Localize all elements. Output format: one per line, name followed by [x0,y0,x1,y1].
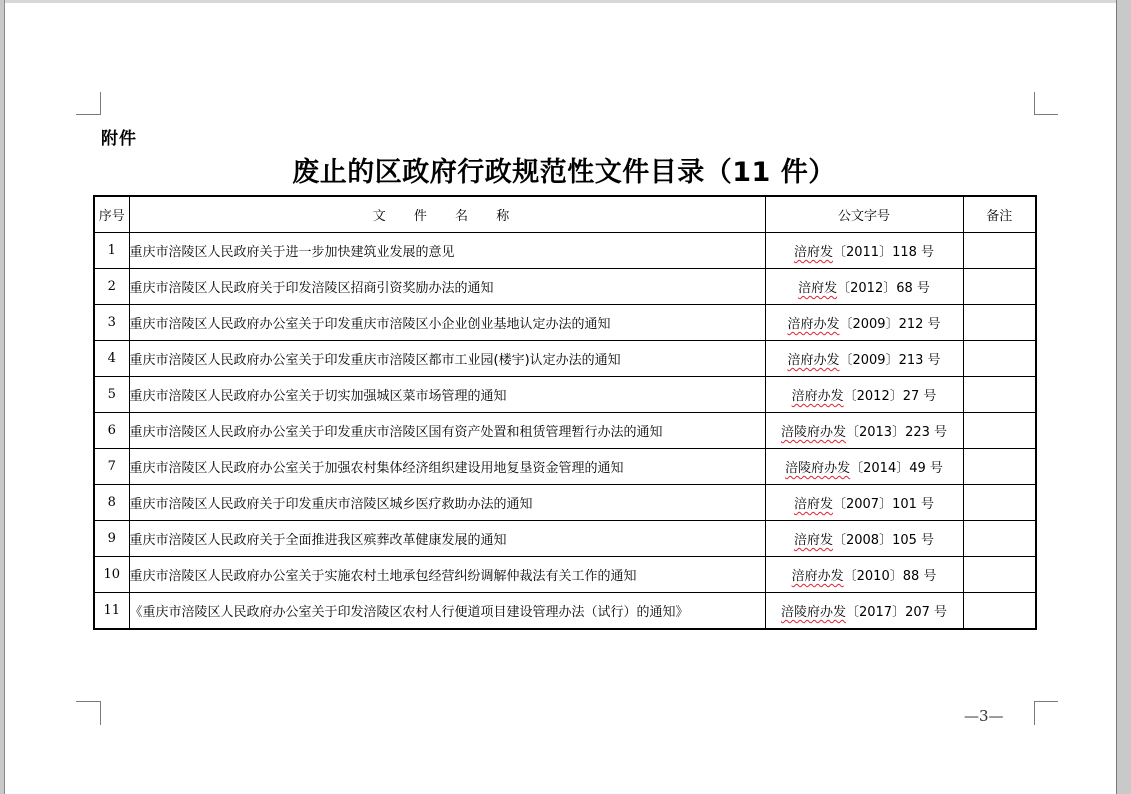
remark-cell [963,485,1036,521]
document-code-prefix: 涪府办发 [787,317,840,332]
table-header-row [94,196,1036,233]
row-number: 9 [94,521,129,557]
table-row [94,449,1036,485]
document-code [765,449,963,485]
row-number: 3 [94,305,129,341]
document-code [765,269,963,305]
remark-cell [963,377,1036,413]
table-row [94,485,1036,521]
document-code [765,413,963,449]
document-code-number: 〔2008〕105 号 [832,533,935,548]
page-number: —3— [964,707,1004,725]
document-name: 重庆市涪陵区人民政府办公室关于切实加强城区菜市场管理的通知 [129,377,765,413]
document-code-prefix: 涪府办发 [791,389,844,404]
attachment-label: 附件 [101,129,137,149]
document-code [765,233,963,269]
row-number: 2 [94,269,129,305]
document-name: 重庆市涪陵区人民政府关于进一步加快建筑业发展的意见 [129,233,765,269]
document-code-number: 〔2007〕101 号 [832,497,935,512]
document-title: 废止的区政府行政规范性文件目录（11 件） [292,157,836,188]
window-left-edge [0,0,5,794]
table-row [94,233,1036,269]
document-name: 重庆市涪陵区人民政府关于印发涪陵区招商引资奖励办法的通知 [129,269,765,305]
vertical-scrollbar[interactable] [1116,0,1131,794]
document-code-number: 〔2010〕88 号 [843,569,937,584]
crop-mark-bottom-right-v [1034,701,1035,725]
document-code [765,305,963,341]
crop-mark-top-left-v [100,92,101,115]
document-name: 重庆市涪陵区人民政府关于印发重庆市涪陵区城乡医疗救助办法的通知 [129,485,765,521]
table-row [94,341,1036,377]
abolished-documents-table [93,195,1037,630]
crop-mark-top-right-v [1034,92,1035,115]
header-name: 文 件 名 称 [129,196,765,233]
row-number: 1 [94,233,129,269]
crop-mark-bottom-left-v [100,701,101,725]
document-code-prefix: 涪府发 [793,245,833,260]
document-code-prefix: 涪府办发 [791,569,844,584]
document-code-number: 〔2013〕223 号 [845,425,948,440]
document-code-number: 〔2017〕207 号 [845,605,948,620]
document-code-prefix: 涪府发 [798,281,838,296]
document-code-prefix: 涪陵府办发 [780,605,846,620]
row-number: 5 [94,377,129,413]
table-row [94,269,1036,305]
document-code-number: 〔2014〕49 号 [850,461,943,476]
remark-cell [963,521,1036,557]
document-code-prefix: 涪府办发 [787,353,840,368]
document-code [765,557,963,593]
document-code [765,341,963,377]
table-row [94,377,1036,413]
document-name: 重庆市涪陵区人民政府办公室关于印发重庆市涪陵区都市工业园(楼宇)认定办法的通知 [129,341,765,377]
remark-cell [963,557,1036,593]
crop-mark-top-right-h [1034,114,1058,115]
remark-cell [963,269,1036,305]
document-name: 重庆市涪陵区人民政府办公室关于加强农村集体经济组织建设用地复垦资金管理的通知 [129,449,765,485]
document-code-prefix: 涪陵府办发 [785,461,851,476]
remark-cell [963,233,1036,269]
row-number: 8 [94,485,129,521]
document-code [765,377,963,413]
document-name: 重庆市涪陵区人民政府办公室关于实施农村土地承包经营纠纷调解仲裁法有关工作的通知 [129,557,765,593]
row-number: 10 [94,557,129,593]
document-name: 《重庆市涪陵区人民政府办公室关于印发涪陵区农村人行便道项目建设管理办法（试行）的通知》 [129,593,765,630]
crop-mark-top-left-h [76,114,100,115]
document-code [765,485,963,521]
document-code-number: 〔2012〕27 号 [843,389,937,404]
table-row [94,593,1036,630]
document-code-number: 〔2009〕212 号 [839,317,941,332]
header-no: 序号 [94,196,129,233]
header-code: 公文字号 [765,196,963,233]
document-name: 重庆市涪陵区人民政府办公室关于印发重庆市涪陵区小企业创业基地认定办法的通知 [129,305,765,341]
document-code-prefix: 涪陵府办发 [780,425,846,440]
remark-cell [963,593,1036,630]
remark-cell [963,413,1036,449]
document-code-prefix: 涪府发 [793,533,833,548]
document-name: 重庆市涪陵区人民政府关于全面推进我区殡葬改革健康发展的通知 [129,521,765,557]
document-code-number: 〔2012〕68 号 [837,281,930,296]
header-remark: 备注 [963,196,1036,233]
document-name: 重庆市涪陵区人民政府办公室关于印发重庆市涪陵区国有资产处置和租赁管理暂行办法的通知 [129,413,765,449]
document-code-number: 〔2009〕213 号 [839,353,941,368]
crop-mark-bottom-left-h [76,701,100,702]
row-number: 6 [94,413,129,449]
table-row [94,413,1036,449]
window-top-edge [0,0,1131,3]
remark-cell [963,305,1036,341]
document-code [765,593,963,630]
table-row [94,305,1036,341]
document-code-number: 〔2011〕118 号 [832,245,935,260]
table-row [94,557,1036,593]
crop-mark-bottom-right-h [1034,701,1058,702]
remark-cell [963,341,1036,377]
row-number: 4 [94,341,129,377]
row-number: 11 [94,593,129,630]
row-number: 7 [94,449,129,485]
document-code-prefix: 涪府发 [793,497,833,512]
document-code [765,521,963,557]
table-row [94,521,1036,557]
remark-cell [963,449,1036,485]
